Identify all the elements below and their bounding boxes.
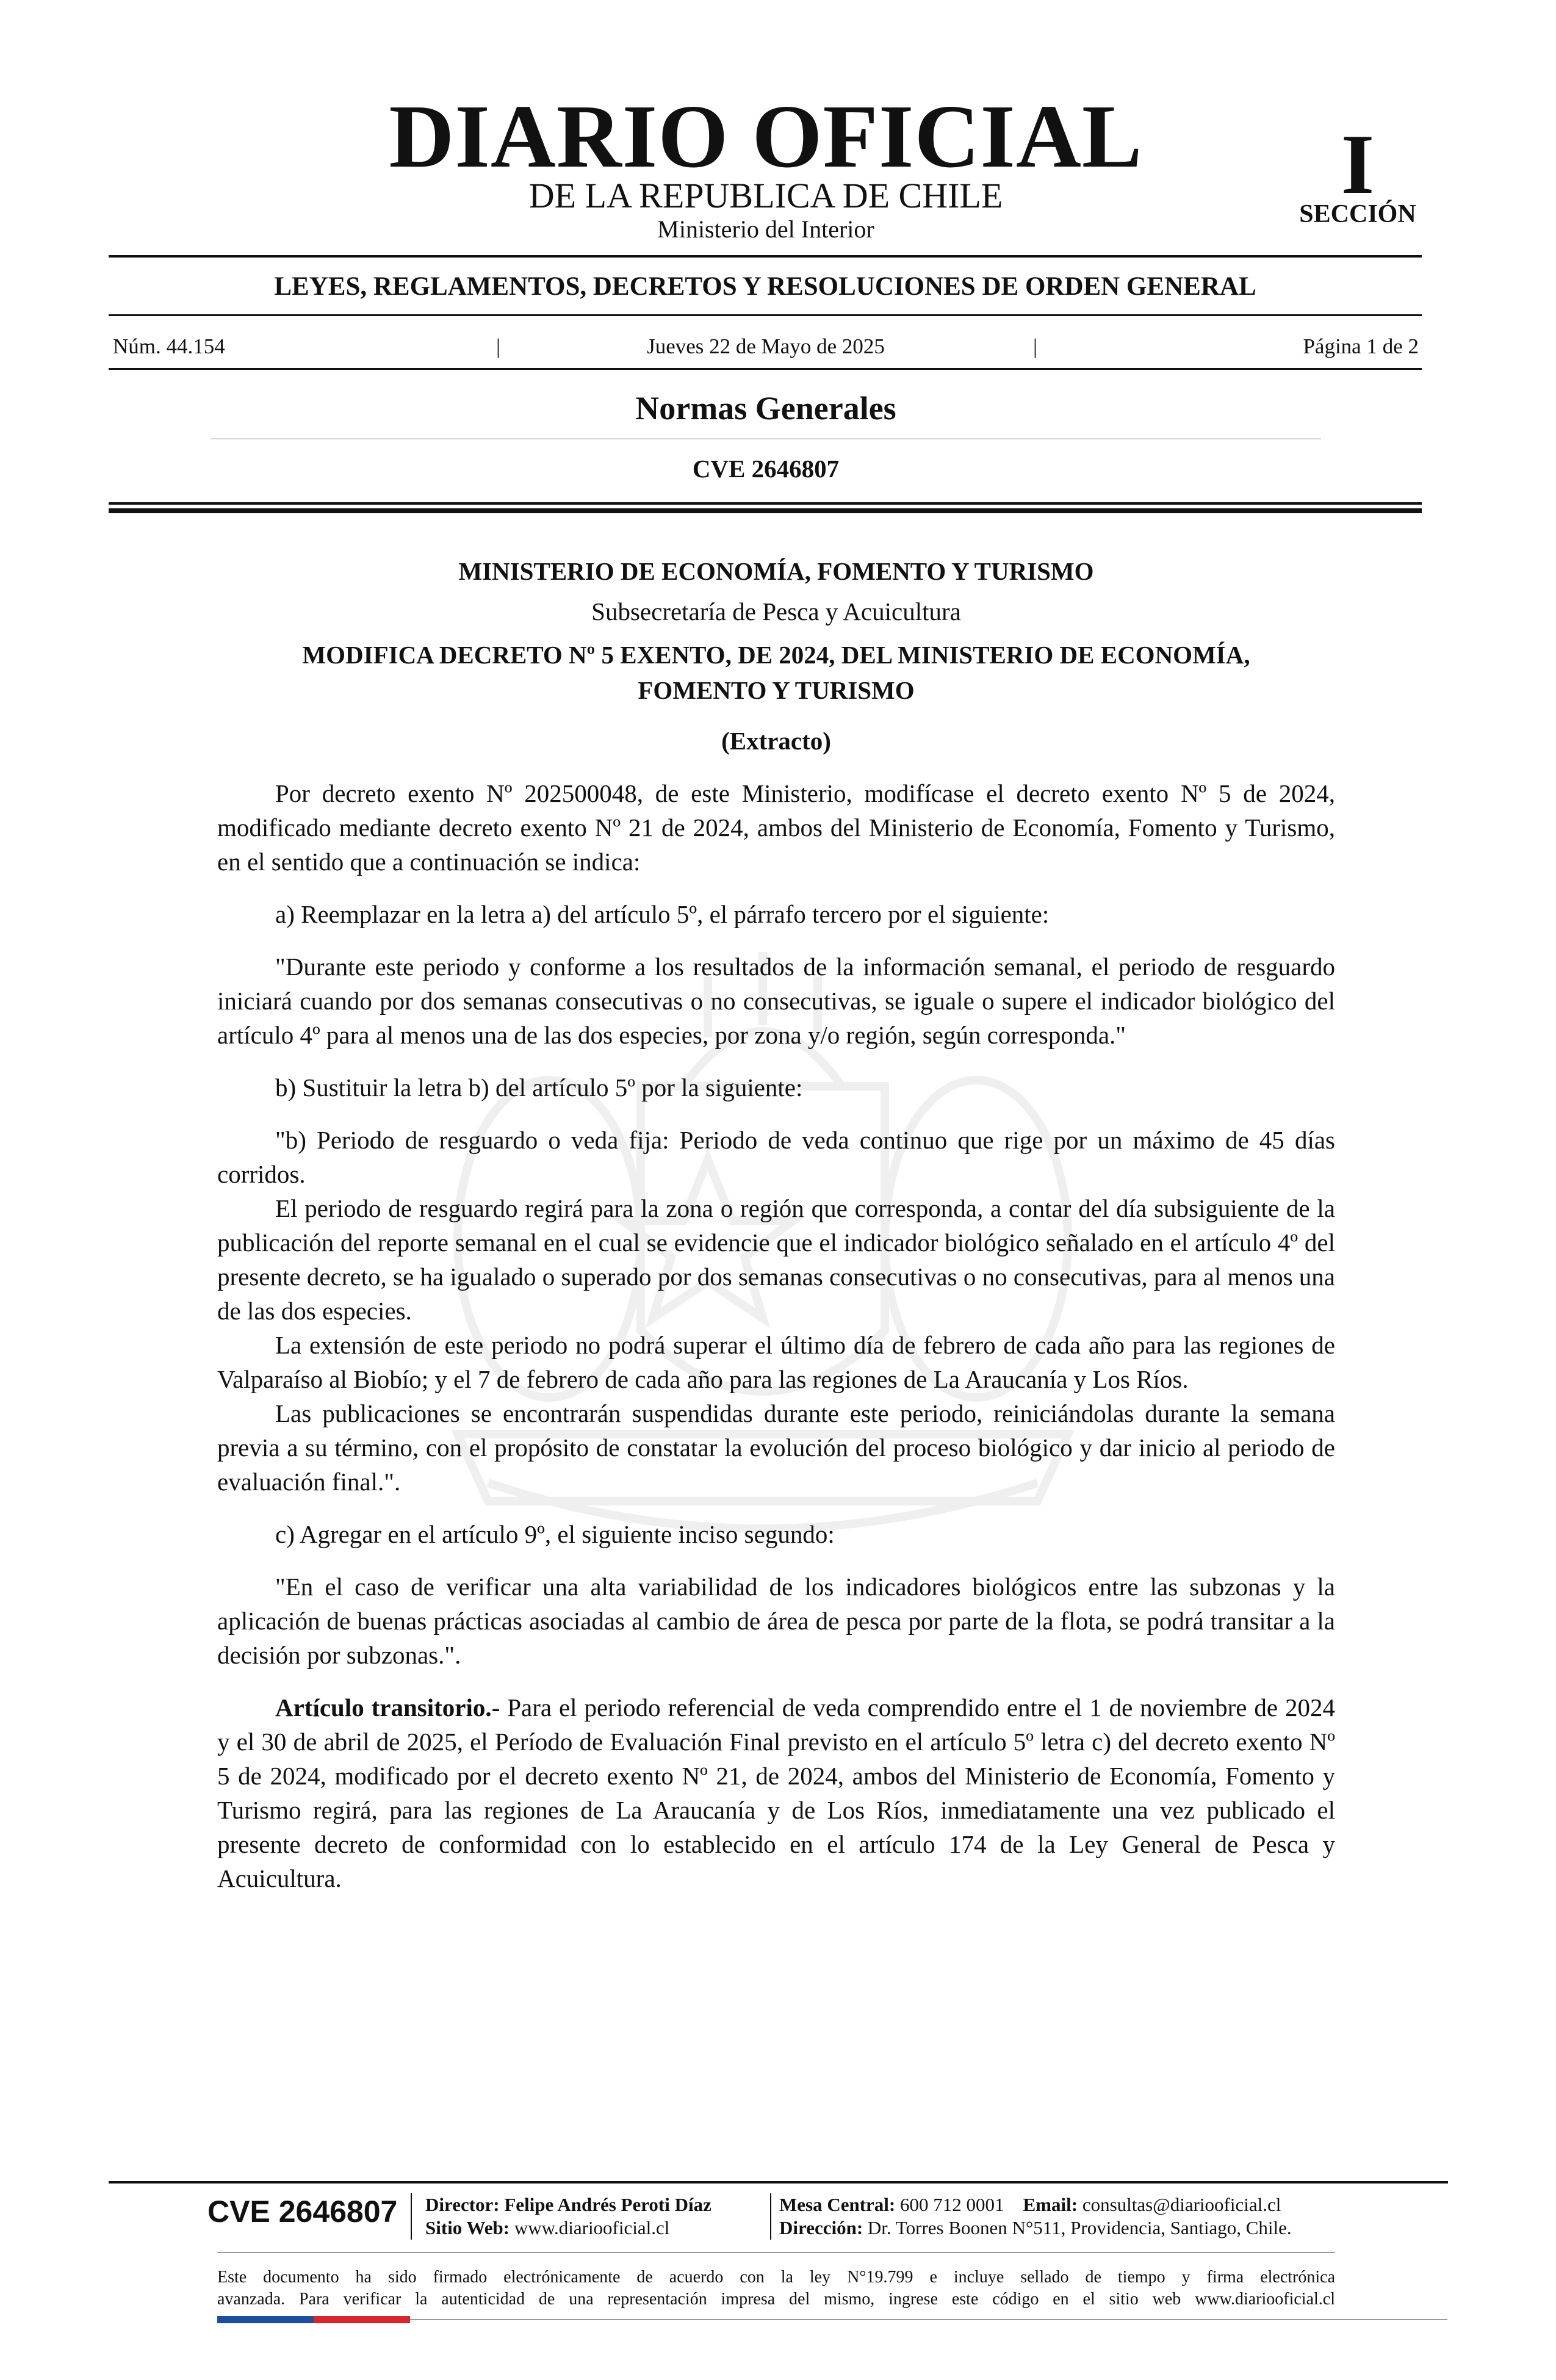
newspaper-subtitle: DE LA REPUBLICA DE CHILE <box>528 176 1003 215</box>
footer-separator <box>770 2193 771 2240</box>
phone-label: Mesa Central: <box>779 2194 896 2215</box>
quote-a: "Durante este periodo y conforme a los resultados de la información semanal, el periodo de resguardo iniciará cuando por dos semanas consecutivas o no consecutivas, se iguale o supere el indicador biológico del artículo 4º para al menos una de las dos especies, por zona y/o región, según corresponda." <box>217 953 1335 1049</box>
footer-cve-code: CVE 2646807 <box>207 2194 398 2229</box>
category-heading: LEYES, REGLAMENTOS, DECRETOS Y RESOLUCIONES DE ORDEN GENERAL <box>274 272 1256 301</box>
transitory-article-text: Para el periodo referencial de veda comprendido entre el 1 de noviembre de 2024 y el 30 de abril de 2025, el Período de Evaluación Final previsto en el artículo 5º letra c) del decreto exento Nº 5 de 2024, modificado por el decreto exento Nº 21, de 2024, ambos del Ministerio de Economía, Fomento y Turismo regirá, para las regiones de La Araucanía y de Los Ríos, inmediatamente una vez publicado el presente decreto de conformidad con lo establecido en el artículo 174 de la Ley General de Pesca y Acuicultura. <box>217 1693 1336 1892</box>
email-label: Email: <box>1023 2194 1078 2215</box>
issue-meta-row <box>113 334 1419 359</box>
extract-label: (Extracto) <box>721 727 831 755</box>
email-link[interactable]: consultas@diariooficial.cl <box>1082 2194 1281 2215</box>
footer-base-line <box>410 2319 1447 2320</box>
electronic-signature-notice <box>217 2266 1335 2310</box>
decree-title <box>217 637 1335 708</box>
item-b: b) Sustituir la letra b) del artículo 5º por la siguiente: <box>275 1073 803 1102</box>
page-indicator: Página 1 de 2 <box>1303 334 1419 358</box>
cve-code: CVE 2646807 <box>692 455 840 483</box>
website-label: Sitio Web: <box>425 2217 510 2238</box>
phone-value: 600 712 0001 <box>900 2194 1004 2215</box>
meta-separator: | <box>496 334 501 358</box>
director-label: Director: <box>425 2194 500 2215</box>
subsecretaria: Subsecretaría de Pesca y Acuicultura <box>591 597 961 626</box>
intro-paragraph: Por decreto exento Nº 202500048, de este Ministerio, modifícase el decreto exento Nº 5 de 2024, modificado mediante decreto exento Nº 21 de 2024, ambos del Ministerio de Economía, Fomento y Turismo, en el sentido que a continuación se indica: <box>217 779 1335 876</box>
decree-title-line1: MODIFICA DECRETO Nº 5 EXENTO, DE 2024, DEL MINISTERIO DE ECONOMÍA, <box>302 641 1250 669</box>
category-divider <box>109 314 1422 316</box>
flag-stripe-red <box>314 2316 410 2323</box>
thin-divider <box>211 438 1321 439</box>
item-c: c) Agregar en el artículo 9º, el siguiente inciso segundo: <box>275 1520 835 1548</box>
header-double-rule-top <box>109 502 1422 505</box>
meta-separator: | <box>1033 334 1038 358</box>
issue-date: Jueves 22 de Mayo de 2025 <box>647 334 885 358</box>
footer-thin-divider <box>217 2252 1335 2253</box>
quote-b-paragraph-2: El periodo de resguardo regirá para la zona o región que corresponda, a contar del día subsiguiente de la publicación del reporte semanal en el cual se evidencie que el indicador biológico señalado en el artículo 4º del presente decreto, se ha igualado o superado por dos semanas consecutivas o no consecutivas, para al menos una de las dos especies. <box>217 1194 1335 1325</box>
quote-b-paragraph-3: La extensión de este periodo no podrá superar el último día de febrero de cada año para las regiones de Valparaíso al Biobío; y el 7 de febrero de cada año para las regiones de La Araucanía y Los Ríos. <box>217 1331 1335 1393</box>
document-body <box>217 549 1335 1895</box>
quote-b-paragraph-1: "b) Periodo de resguardo o veda fija: Periodo de veda continuo que rige por un máximo de 45 días corridos. <box>217 1126 1335 1188</box>
masthead-divider <box>109 255 1422 258</box>
issue-number: Núm. 44.154 <box>113 334 225 358</box>
masthead <box>0 0 1556 256</box>
newspaper-title: DIARIO OFICIAL <box>389 87 1143 187</box>
quote-b-paragraph-4: Las publicaciones se encontrarán suspendidas durante este periodo, reiniciándolas durante la semana previa a su término, con el propósito de constatar la evolución del proceso biológico y dar inicio al periodo de evaluación final.". <box>217 1399 1335 1496</box>
legal-line-1: Este documento ha sido firmado electrónicamente de acuerdo con la ley N°19.799 e incluye sellado de tiempo y firma electrónica <box>217 2268 1335 2287</box>
footer-divider <box>109 2181 1448 2183</box>
quote-c: "En el caso de verificar una alta variabilidad de los indicadores biológicos entre las subzonas y la aplicación de buenas prácticas asociadas al cambio de área de pesca por parte de la flota, se podrá transitar a la decisión por subzonas.". <box>217 1573 1335 1669</box>
section-label: SECCIÓN <box>1299 200 1416 228</box>
address-value: Dr. Torres Boonen N°511, Providencia, Santiago, Chile. <box>867 2217 1292 2238</box>
legal-line-2: avanzada. Para verificar la autenticidad de una representación impresa del mismo, ingrese este código en el sitio web www.diariooficial.cl <box>217 2290 1335 2309</box>
flag-stripe-blue <box>217 2316 314 2323</box>
section-number: I <box>1341 117 1375 212</box>
decree-title-line2: FOMENTO Y TURISMO <box>638 676 915 704</box>
footer-separator <box>411 2193 412 2240</box>
address-label: Dirección: <box>779 2217 863 2238</box>
website-link[interactable]: www.diariooficial.cl <box>514 2217 670 2238</box>
transitory-article-label: Artículo transitorio.- <box>275 1693 500 1722</box>
transitory-article <box>217 1690 1335 1895</box>
footer-director-block <box>425 2193 711 2240</box>
header-double-rule-bottom <box>109 508 1422 513</box>
ministry-line: Ministerio del Interior <box>657 215 874 243</box>
item-a: a) Reemplazar en la letra a) del artículo 5º, el párrafo tercero por el siguiente: <box>275 900 1050 928</box>
footer-contact-block <box>779 2193 1292 2240</box>
director-name: Felipe Andrés Peroti Díaz <box>504 2194 711 2215</box>
issuing-ministry: MINISTERIO DE ECONOMÍA, FOMENTO Y TURISMO <box>458 557 1094 585</box>
section-title: Normas Generales <box>635 390 896 427</box>
meta-divider <box>109 368 1422 370</box>
